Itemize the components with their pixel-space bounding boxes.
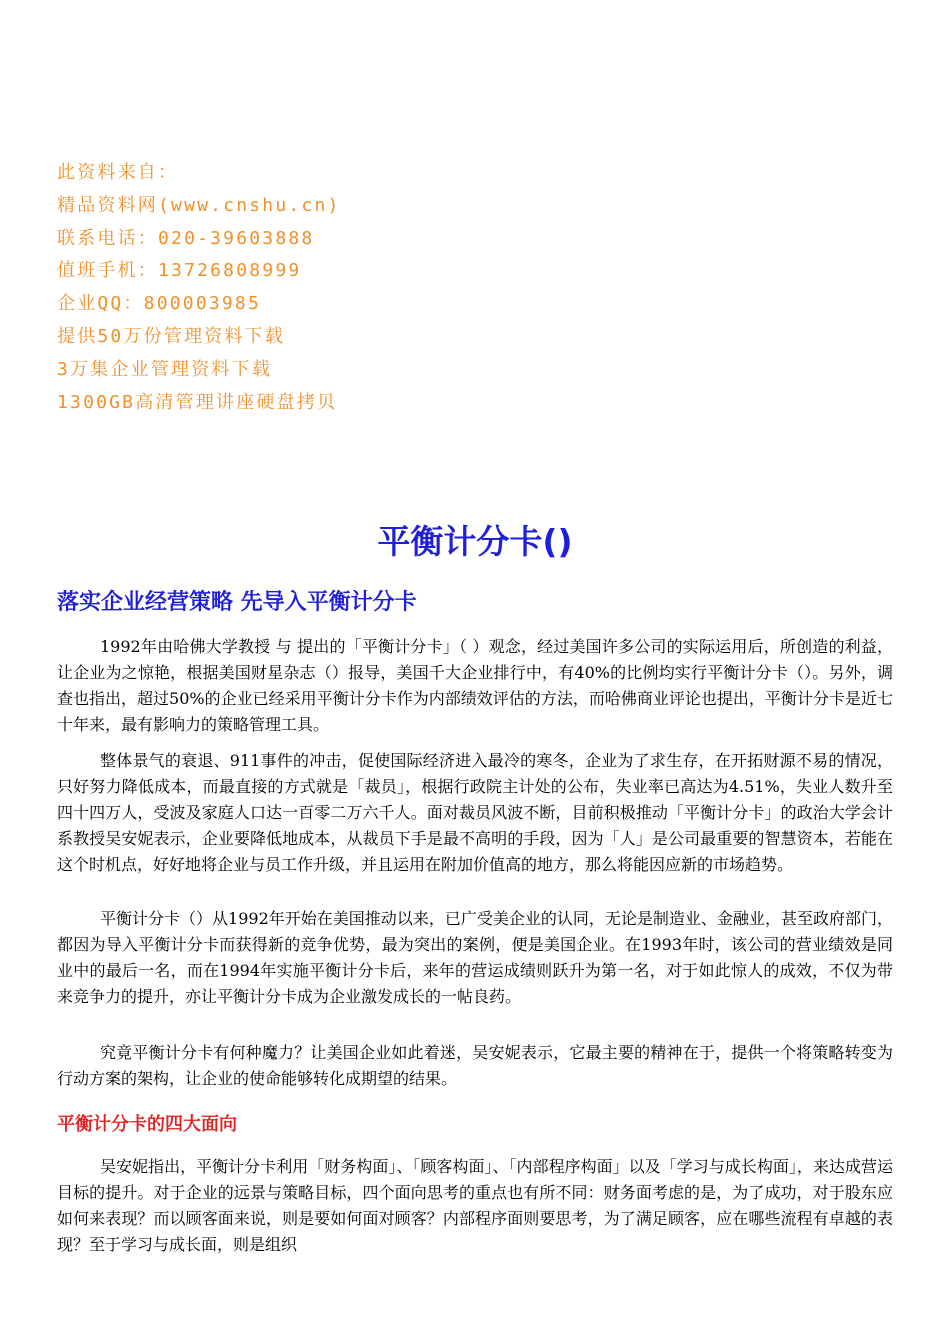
paragraph-5: 吴安妮指出，平衡计分卡利用「财务构面」、「顾客构面」、「内部程序构面」以及「学习与成长构面」，来达成营运目标的提升。对于企业的远景与策略目标，四个面向思考的重点也有所不同：财务面考虑的是，为了成功，对于股东应如何来表现？而以顾客面来说，则是要如何面对顾客？内部程序面则要思考，为了满足顾客，应在哪些流程有卓越的表现？至于学习与成长面，则是组织 [57, 1157, 893, 1254]
source-line-mobile: 值班手机：13726808999 [57, 260, 302, 282]
paragraph-2: 整体景气的衰退、911事件的冲击，促使国际经济进入最冷的寒冬，企业为了求生存，在开拓财源不易的情况，只好努力降低成本，而最直接的方式就是「裁员」，根据行政院主计处的公布，失业率已高达为4.51%，失业人数升至四十四万人，受波及家庭人口达一百零二万六千人。面对裁员风波不断，目前积极推动「平衡计分卡」的政治大学会计系教授吴安妮表示，企业要降低地成本，从裁员下手是最不高明的手段，因为「人」是公司最重要的智慧资本，若能在这个时机点，好好地将企业与员工作升级，并且运用在附加价值高的地方，那么将能因应新的市场趋势。 [57, 751, 893, 874]
source-line-qq: 企业QQ：800003985 [57, 293, 262, 315]
page-title: 平衡计分卡() [377, 522, 573, 561]
source-line-offer-2: 3万集企业管理资料下载 [57, 358, 273, 380]
page-subtitle: 落实企业经营策略 先导入平衡计分卡 [57, 590, 417, 615]
section-heading: 平衡计分卡的四大面向 [57, 1114, 237, 1135]
source-line-offer-3: 1300GB高清管理讲座硬盘拷贝 [57, 391, 338, 413]
paragraph-1: 1992年由哈佛大学教授 与 提出的「平衡计分卡」（ ）观念，经过美国许多公司的实际运用后，所创造的利益，让企业为之惊艳，根据美国财星杂志（）报导，美国千大企业排行中，有40%的比例均实行平衡计分卡（）。另外，调查也指出，超过50%的企业已经采用平衡计分卡作为内部绩效评估的方法，而哈佛商业评论也提出，平衡计分卡是近七十年来，最有影响力的策略管理工具。 [57, 637, 893, 734]
source-line-intro: 此资料来自： [57, 162, 179, 183]
paragraph-3: 平衡计分卡（）从1992年开始在美国推动以来，已广受美企业的认同，无论是制造业、金融业，甚至政府部门，都因为导入平衡计分卡而获得新的竞争优势，最为突出的案例，便是美国企业。在1993年时，该公司的营业绩效是同业中的最后一名，而在1994年实施平衡计分卡后，来年的营运成绩则跃升为第一名，对于如此惊人的成效，不仅为带来竞争力的提升，亦让平衡计分卡成为企业激发成长的一帖良药。 [57, 909, 893, 1006]
paragraph-4: 究竟平衡计分卡有何种魔力？让美国企业如此着迷，吴安妮表示，它最主要的精神在于，提供一个将策略转变为行动方案的架构，让企业的使命能够转化成期望的结果。 [57, 1043, 893, 1088]
source-line-website: 精品资料网(www.cnshu.cn) [57, 194, 341, 216]
source-info-block [57, 157, 341, 419]
source-line-phone: 联系电话：020-39603888 [57, 227, 315, 249]
source-line-offer-1: 提供50万份管理资料下载 [57, 325, 286, 347]
